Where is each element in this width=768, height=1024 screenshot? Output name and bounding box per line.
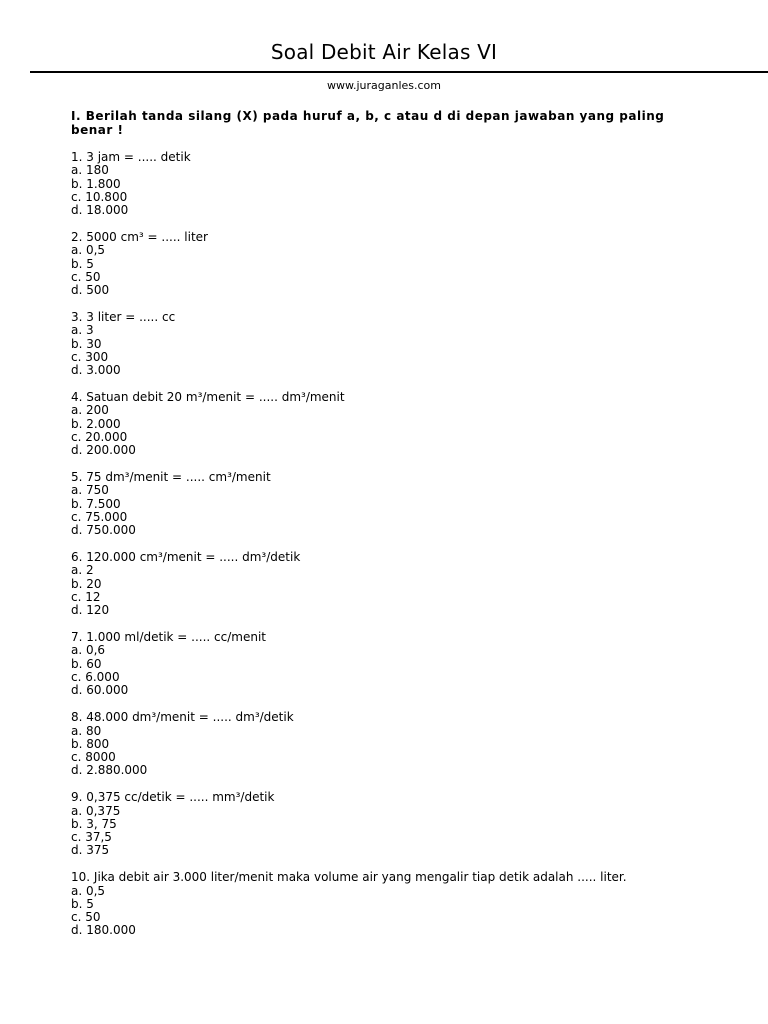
answer-option: b. 3, 75	[71, 816, 117, 831]
question-item	[71, 231, 701, 297]
answer-option: c. 20.000	[71, 429, 128, 444]
title-divider	[30, 71, 768, 73]
answer-option: c. 10.800	[71, 189, 128, 204]
answer-option: b. 60	[71, 656, 102, 671]
question-item	[71, 151, 701, 217]
question-sheet	[71, 110, 701, 951]
answer-option: b. 5	[71, 256, 94, 271]
answer-option: a. 0,6	[71, 643, 106, 658]
question-item	[71, 391, 701, 457]
answer-option: d. 500	[71, 283, 110, 298]
answer-option: b. 800	[71, 736, 110, 751]
question-text: 5. 75 dm³/menit = ..... cm³/menit	[71, 470, 271, 485]
answer-option: c. 8000	[71, 749, 116, 764]
question-item	[71, 311, 701, 377]
question-text: 8. 48.000 dm³/menit = ..... dm³/detik	[71, 710, 294, 725]
answer-option: d. 200.000	[71, 443, 136, 458]
page-title: Soal Debit Air Kelas VI	[270, 40, 498, 64]
answer-option: b. 30	[71, 336, 102, 351]
question-item	[71, 471, 701, 537]
answer-option: c. 50	[71, 269, 101, 284]
answer-option: d. 750.000	[71, 523, 136, 538]
answer-option: d. 18.000	[71, 203, 129, 217]
question-item	[71, 711, 701, 777]
question-text: 4. Satuan debit 20 m³/menit = ..... dm³/menit	[71, 390, 345, 405]
question-item	[71, 631, 701, 697]
question-text: 6. 120.000 cm³/menit = ..... dm³/detik	[71, 550, 301, 565]
answer-option: d. 180.000	[71, 923, 136, 938]
answer-option: b. 5	[71, 896, 94, 911]
answer-option: a. 2	[71, 563, 94, 578]
answer-option: a. 0,5	[71, 883, 106, 898]
question-item	[71, 871, 701, 937]
answer-option: a. 0,5	[71, 243, 106, 258]
answer-option: b. 20	[71, 576, 102, 591]
answer-option: a. 200	[71, 403, 109, 418]
question-item	[71, 551, 701, 617]
answer-option: c. 37,5	[71, 829, 112, 844]
answer-option: a. 3	[71, 323, 94, 338]
answer-option: c. 75.000	[71, 509, 128, 524]
question-text: 10. Jika debit air 3.000 liter/menit maka volume air yang mengalir tiap detik adalah ..... liter.	[71, 870, 627, 885]
question-list	[71, 151, 701, 937]
answer-option: a. 750	[71, 483, 109, 498]
answer-option: c. 300	[71, 349, 109, 364]
question-text: 9. 0,375 cc/detik = ..... mm³/detik	[71, 790, 275, 805]
answer-option: d. 120	[71, 603, 110, 618]
answer-option: c. 12	[71, 589, 101, 604]
question-text: 7. 1.000 ml/detik = ..... cc/menit	[71, 630, 267, 645]
answer-option: a. 80	[71, 723, 102, 738]
question-text: 3. 3 liter = ..... cc	[71, 310, 176, 325]
answer-option: d. 3.000	[71, 363, 121, 378]
answer-option: d. 2.880.000	[71, 763, 148, 778]
answer-option: b. 1.800	[71, 176, 121, 191]
instruction-text: I. Berilah tanda silang (X) pada huruf a, b, c atau d di depan jawaban yang paling benar !	[71, 109, 665, 137]
answer-option: d. 375	[71, 843, 110, 858]
answer-option: c. 50	[71, 909, 101, 924]
answer-option: a. 0,375	[71, 803, 121, 818]
website-url: www.juraganles.com	[326, 79, 441, 92]
question-item	[71, 791, 701, 857]
question-text: 1. 3 jam = ..... detik	[71, 150, 191, 165]
answer-option: b. 7.500	[71, 496, 121, 511]
answer-option: b. 2.000	[71, 416, 121, 431]
answer-option: a. 180	[71, 163, 109, 178]
question-text: 2. 5000 cm³ = ..... liter	[71, 230, 208, 245]
answer-option: c. 6.000	[71, 669, 120, 684]
answer-option: d. 60.000	[71, 683, 129, 698]
